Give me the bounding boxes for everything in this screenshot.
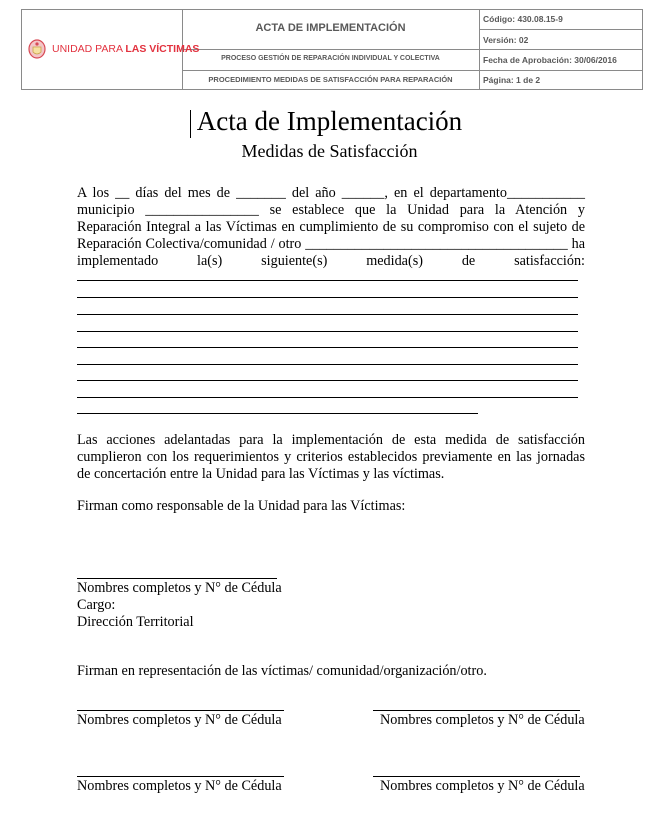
signature-caption: Nombres completos y N° de Cédula	[77, 580, 282, 596]
signature-line	[373, 776, 580, 777]
signature-line	[373, 710, 580, 711]
header-divider	[479, 29, 643, 30]
blank-line	[77, 331, 578, 332]
signature-line	[77, 710, 284, 711]
blank-line	[77, 280, 578, 281]
header-page: Página: 1 de 2	[483, 75, 541, 85]
sign-unit-heading: Firman como responsable de la Unidad para las Víctimas:	[77, 498, 406, 514]
header-version: Versión: 02	[483, 35, 529, 45]
document-subtitle: Medidas de Satisfacción	[241, 141, 418, 161]
actions-line: Las acciones adelantadas para la implementación de esta medida de satisfacción	[77, 432, 585, 448]
actions-line: de concertación entre la Unidad para las Víctimas y las víctimas.	[77, 466, 445, 482]
header-divider	[182, 49, 643, 50]
blank-line	[77, 364, 578, 365]
signature-line	[77, 776, 284, 777]
signature-caption: Nombres completos y N° de Cédula	[77, 778, 282, 794]
header-doc-title: ACTA DE IMPLEMENTACIÓN	[255, 22, 406, 34]
header-process: PROCESO GESTIÓN DE REPARACIÓN INDIVIDUAL Y COLECTIVA	[221, 55, 440, 62]
blank-line	[77, 297, 578, 298]
signature-caption: Nombres completos y N° de Cédula	[380, 712, 585, 728]
header-code: Código: 430.08.15-9	[483, 14, 563, 24]
document-title: Acta de Implementación	[196, 106, 463, 136]
intro-line: A los __ días del mes de _______ del año ______, en el departamento___________	[77, 185, 585, 201]
blank-line	[77, 314, 578, 315]
intro-line: implementado la(s) siguiente(s) medida(s) de satisfacción:	[77, 253, 585, 269]
signature-line	[77, 578, 277, 579]
signature-caption: Nombres completos y N° de Cédula	[77, 712, 282, 728]
intro-line: Reparación Integral a las Víctimas en cumplimiento de su compromiso con el sujeto de	[77, 219, 585, 235]
blank-line	[77, 380, 578, 381]
intro-line: municipio ________________ se establece que la Unidad para la Atención y	[77, 202, 585, 218]
blank-line	[77, 347, 578, 348]
coat-of-arms-icon	[26, 38, 48, 60]
blank-line	[77, 413, 478, 414]
signature-caption: Nombres completos y N° de Cédula	[380, 778, 585, 794]
actions-line: cumplieron con los requerimientos y criterios establecidos previamente en las jornadas	[77, 449, 585, 465]
sign-victims-heading: Firman en representación de las víctimas/ comunidad/organización/otro.	[77, 663, 487, 679]
direction-label: Dirección Territorial	[77, 614, 194, 630]
blank-line	[77, 397, 578, 398]
intro-line: Reparación Colectiva/comunidad / otro _____________________________________ ha	[77, 236, 585, 252]
header-procedure: PROCEDIMIENTO MEDIDAS DE SATISFACCIÓN PARA REPARACIÓN	[208, 75, 453, 84]
cargo-label: Cargo:	[77, 597, 116, 613]
header-approval-date: Fecha de Aprobación: 30/06/2016	[483, 55, 617, 65]
header-divider	[182, 70, 643, 71]
logo-wordmark: UNIDAD PARA LAS VÍCTIMAS	[52, 43, 200, 55]
